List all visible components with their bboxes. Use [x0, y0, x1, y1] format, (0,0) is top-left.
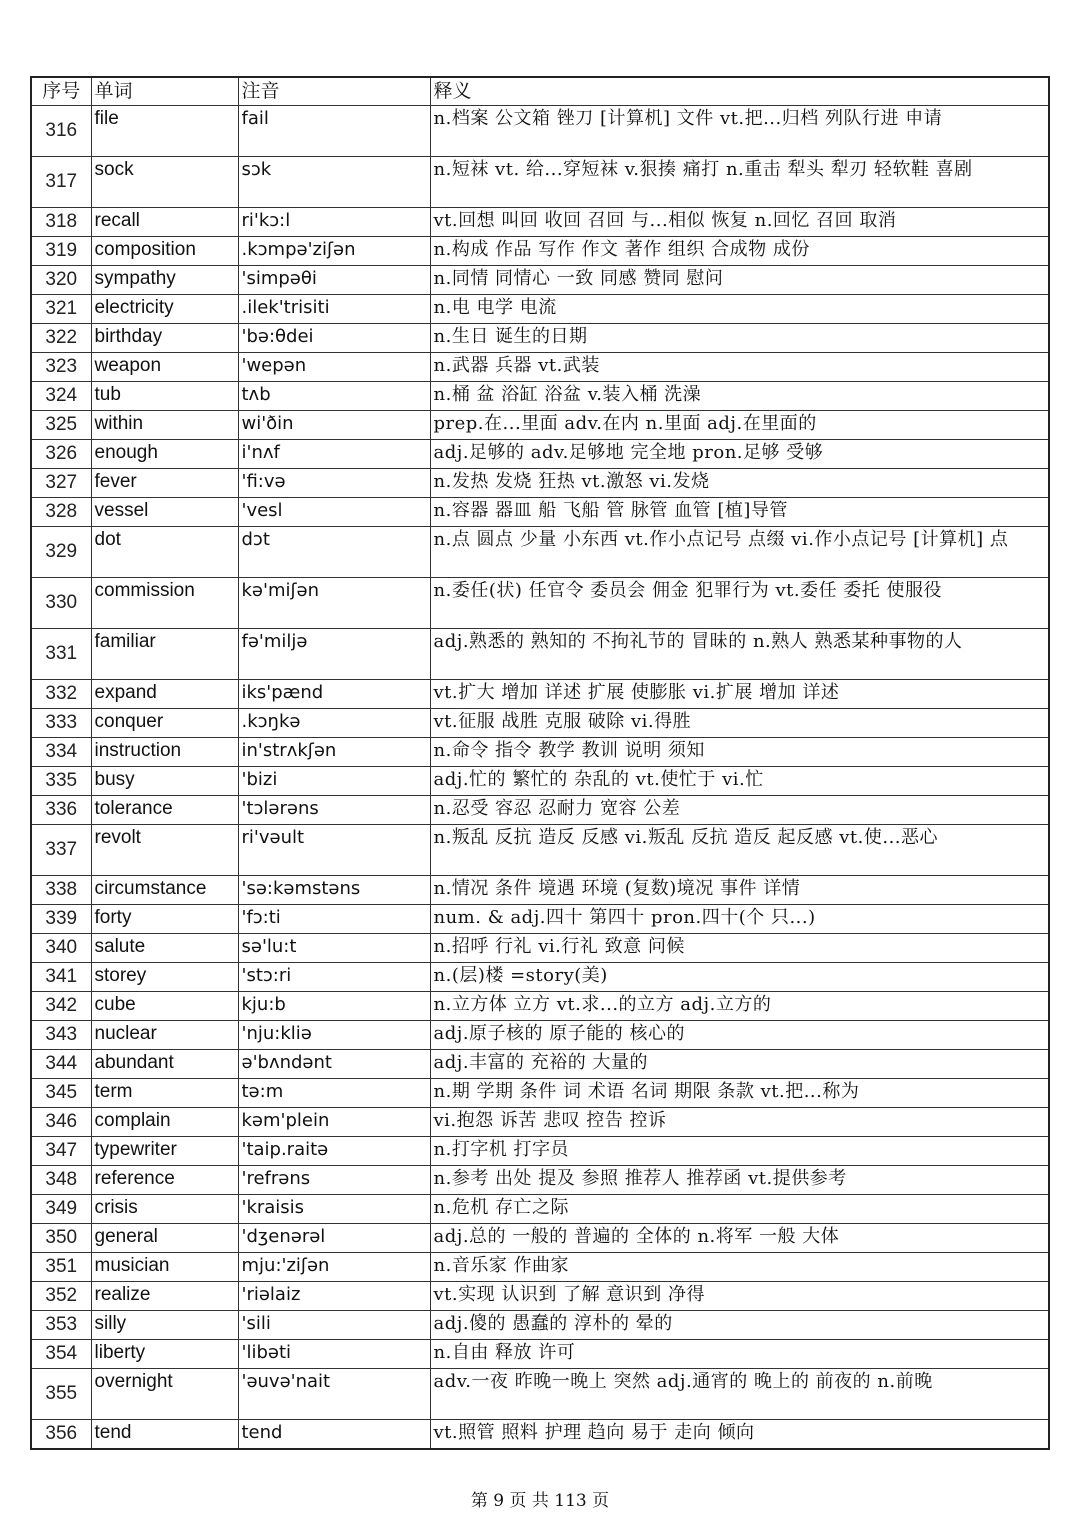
row-definition: n.(层)楼 =story(美) — [430, 963, 1049, 992]
row-number: 345 — [31, 1079, 91, 1108]
table-row — [31, 905, 1049, 934]
table-row — [31, 106, 1049, 157]
table-row — [31, 680, 1049, 709]
row-number: 330 — [31, 578, 91, 629]
table-row — [31, 1166, 1049, 1195]
table-row — [31, 934, 1049, 963]
row-word: vessel — [91, 498, 238, 527]
row-phonetic: 'əuvə'nait — [238, 1369, 430, 1420]
table-row — [31, 1050, 1049, 1079]
row-definition: vi.抱怨 诉苦 悲叹 控告 控诉 — [430, 1108, 1049, 1137]
row-phonetic: kju:b — [238, 992, 430, 1021]
row-word: expand — [91, 680, 238, 709]
row-phonetic: tend — [238, 1420, 430, 1450]
row-word: within — [91, 411, 238, 440]
row-word: complain — [91, 1108, 238, 1137]
row-phonetic: iks'pænd — [238, 680, 430, 709]
header-number: 序号 — [31, 77, 91, 106]
table-row — [31, 411, 1049, 440]
row-word: file — [91, 106, 238, 157]
table-row — [31, 1340, 1049, 1369]
row-number: 338 — [31, 876, 91, 905]
header-definition: 释义 — [430, 77, 1049, 106]
row-number: 318 — [31, 208, 91, 237]
row-definition: vt.照管 照料 护理 趋向 易于 走向 倾向 — [430, 1420, 1049, 1450]
row-phonetic: ri'kɔ:l — [238, 208, 430, 237]
row-number: 355 — [31, 1369, 91, 1420]
table-row — [31, 1311, 1049, 1340]
table-row — [31, 963, 1049, 992]
row-word: tolerance — [91, 796, 238, 825]
row-definition: n.档案 公文箱 锉刀 [计算机] 文件 vt.把...归档 列队行进 申请 — [430, 106, 1049, 157]
header-word: 单词 — [91, 77, 238, 106]
row-word: tub — [91, 382, 238, 411]
row-word: birthday — [91, 324, 238, 353]
row-number: 322 — [31, 324, 91, 353]
row-definition: adj.熟悉的 熟知的 不拘礼节的 冒昧的 n.熟人 熟悉某种事物的人 — [430, 629, 1049, 680]
row-word: crisis — [91, 1195, 238, 1224]
table-row — [31, 469, 1049, 498]
row-number: 326 — [31, 440, 91, 469]
row-phonetic: 'vesl — [238, 498, 430, 527]
row-definition: adj.原子核的 原子能的 核心的 — [430, 1021, 1049, 1050]
row-word: forty — [91, 905, 238, 934]
row-number: 331 — [31, 629, 91, 680]
table-row — [31, 440, 1049, 469]
row-phonetic: 'sə:kəmstəns — [238, 876, 430, 905]
row-phonetic: tʌb — [238, 382, 430, 411]
row-number: 343 — [31, 1021, 91, 1050]
row-definition: n.电 电学 电流 — [430, 295, 1049, 324]
table-row — [31, 353, 1049, 382]
row-number: 321 — [31, 295, 91, 324]
row-phonetic: in'strʌkʃən — [238, 738, 430, 767]
table-row — [31, 1021, 1049, 1050]
row-definition: n.忍受 容忍 忍耐力 宽容 公差 — [430, 796, 1049, 825]
row-number: 336 — [31, 796, 91, 825]
row-definition: n.容器 器皿 船 飞船 管 脉管 血管 [植]导管 — [430, 498, 1049, 527]
row-phonetic: 'riəlaiz — [238, 1282, 430, 1311]
row-word: electricity — [91, 295, 238, 324]
row-word: overnight — [91, 1369, 238, 1420]
row-number: 356 — [31, 1420, 91, 1450]
table-row — [31, 295, 1049, 324]
row-phonetic: mju:'ziʃən — [238, 1253, 430, 1282]
row-word: general — [91, 1224, 238, 1253]
row-number: 335 — [31, 767, 91, 796]
row-definition: n.生日 诞生的日期 — [430, 324, 1049, 353]
row-phonetic: dɔt — [238, 527, 430, 578]
row-definition: n.桶 盆 浴缸 浴盆 v.装入桶 洗澡 — [430, 382, 1049, 411]
row-word: term — [91, 1079, 238, 1108]
row-definition: n.危机 存亡之际 — [430, 1195, 1049, 1224]
row-definition: vt.实现 认识到 了解 意识到 净得 — [430, 1282, 1049, 1311]
table-body — [31, 106, 1049, 1450]
row-definition: n.音乐家 作曲家 — [430, 1253, 1049, 1282]
row-phonetic: i'nʌf — [238, 440, 430, 469]
row-definition: n.打字机 打字员 — [430, 1137, 1049, 1166]
row-definition: n.自由 释放 许可 — [430, 1340, 1049, 1369]
row-number: 339 — [31, 905, 91, 934]
row-definition: n.参考 出处 提及 参照 推荐人 推荐函 vt.提供参考 — [430, 1166, 1049, 1195]
row-word: salute — [91, 934, 238, 963]
row-definition: adj.总的 一般的 普遍的 全体的 n.将军 一般 大体 — [430, 1224, 1049, 1253]
row-phonetic: tə:m — [238, 1079, 430, 1108]
row-phonetic: 'dʒenərəl — [238, 1224, 430, 1253]
table-row — [31, 324, 1049, 353]
table-row — [31, 266, 1049, 295]
row-phonetic: 'wepən — [238, 353, 430, 382]
row-phonetic: 'libəti — [238, 1340, 430, 1369]
row-phonetic: kə'miʃən — [238, 578, 430, 629]
table-row — [31, 208, 1049, 237]
table-row — [31, 992, 1049, 1021]
row-word: circumstance — [91, 876, 238, 905]
row-number: 329 — [31, 527, 91, 578]
row-number: 351 — [31, 1253, 91, 1282]
row-number: 348 — [31, 1166, 91, 1195]
row-phonetic: fail — [238, 106, 430, 157]
table-row — [31, 796, 1049, 825]
row-definition: adj.傻的 愚蠢的 淳朴的 晕的 — [430, 1311, 1049, 1340]
row-number: 323 — [31, 353, 91, 382]
row-definition: n.点 圆点 少量 小东西 vt.作小点记号 点缀 vi.作小点记号 [计算机] 点 — [430, 527, 1049, 578]
row-number: 354 — [31, 1340, 91, 1369]
row-phonetic: 'taip.raitə — [238, 1137, 430, 1166]
row-phonetic: sə'lu:t — [238, 934, 430, 963]
row-number: 347 — [31, 1137, 91, 1166]
row-definition: n.发热 发烧 狂热 vt.激怒 vi.发烧 — [430, 469, 1049, 498]
table-row — [31, 1137, 1049, 1166]
table-row — [31, 767, 1049, 796]
table-row — [31, 1282, 1049, 1311]
row-word: enough — [91, 440, 238, 469]
row-number: 350 — [31, 1224, 91, 1253]
row-phonetic: 'tɔlərəns — [238, 796, 430, 825]
row-phonetic: 'fɔ:ti — [238, 905, 430, 934]
row-number: 317 — [31, 157, 91, 208]
row-definition: adj.足够的 adv.足够地 完全地 pron.足够 受够 — [430, 440, 1049, 469]
row-word: busy — [91, 767, 238, 796]
row-number: 328 — [31, 498, 91, 527]
row-word: fever — [91, 469, 238, 498]
table-row — [31, 1253, 1049, 1282]
row-phonetic: fə'miljə — [238, 629, 430, 680]
table-row — [31, 1420, 1049, 1450]
table-row — [31, 578, 1049, 629]
row-phonetic: 'sili — [238, 1311, 430, 1340]
row-phonetic: 'stɔ:ri — [238, 963, 430, 992]
table-row — [31, 1108, 1049, 1137]
row-word: weapon — [91, 353, 238, 382]
table-row — [31, 527, 1049, 578]
row-phonetic: sɔk — [238, 157, 430, 208]
row-word: tend — [91, 1420, 238, 1450]
row-phonetic: 'bə:θdei — [238, 324, 430, 353]
table-row — [31, 825, 1049, 876]
row-number: 316 — [31, 106, 91, 157]
row-phonetic: wi'ðin — [238, 411, 430, 440]
row-definition: n.立方体 立方 vt.求...的立方 adj.立方的 — [430, 992, 1049, 1021]
row-phonetic: ə'bʌndənt — [238, 1050, 430, 1079]
row-phonetic: 'bizi — [238, 767, 430, 796]
row-word: typewriter — [91, 1137, 238, 1166]
row-definition: n.招呼 行礼 vi.行礼 致意 问候 — [430, 934, 1049, 963]
table-row — [31, 157, 1049, 208]
row-definition: adv.一夜 昨晚一晚上 突然 adj.通宵的 晚上的 前夜的 n.前晚 — [430, 1369, 1049, 1420]
row-definition: n.委任(状) 任官令 委员会 佣金 犯罪行为 vt.委任 委托 使服役 — [430, 578, 1049, 629]
row-definition: vt.回想 叫回 收回 召回 与...相似 恢复 n.回忆 召回 取消 — [430, 208, 1049, 237]
row-word: conquer — [91, 709, 238, 738]
row-number: 344 — [31, 1050, 91, 1079]
table-row — [31, 1079, 1049, 1108]
row-word: revolt — [91, 825, 238, 876]
row-definition: vt.征服 战胜 克服 破除 vi.得胜 — [430, 709, 1049, 738]
row-definition: vt.扩大 增加 详述 扩展 使膨胀 vi.扩展 增加 详述 — [430, 680, 1049, 709]
table-row — [31, 876, 1049, 905]
row-number: 332 — [31, 680, 91, 709]
table-row — [31, 629, 1049, 680]
row-word: familiar — [91, 629, 238, 680]
row-word: nuclear — [91, 1021, 238, 1050]
row-phonetic: 'kraisis — [238, 1195, 430, 1224]
table-row — [31, 738, 1049, 767]
table-row — [31, 1369, 1049, 1420]
row-number: 319 — [31, 237, 91, 266]
row-word: recall — [91, 208, 238, 237]
row-number: 333 — [31, 709, 91, 738]
row-number: 327 — [31, 469, 91, 498]
row-definition: n.短袜 vt. 给...穿短袜 v.狠揍 痛打 n.重击 犁头 犁刃 轻软鞋 喜剧 — [430, 157, 1049, 208]
table-row — [31, 1224, 1049, 1253]
row-number: 352 — [31, 1282, 91, 1311]
row-number: 324 — [31, 382, 91, 411]
row-word: storey — [91, 963, 238, 992]
row-definition: n.构成 作品 写作 作文 著作 组织 合成物 成份 — [430, 237, 1049, 266]
row-word: reference — [91, 1166, 238, 1195]
row-number: 341 — [31, 963, 91, 992]
row-word: abundant — [91, 1050, 238, 1079]
row-number: 349 — [31, 1195, 91, 1224]
row-number: 340 — [31, 934, 91, 963]
row-number: 320 — [31, 266, 91, 295]
header-phonetic: 注音 — [238, 77, 430, 106]
page-footer: 第 9 页 共 113 页 — [470, 1491, 610, 1511]
row-definition: adj.丰富的 充裕的 大量的 — [430, 1050, 1049, 1079]
row-word: instruction — [91, 738, 238, 767]
row-word: dot — [91, 527, 238, 578]
table-row — [31, 709, 1049, 738]
row-phonetic: .kɔmpə'ziʃən — [238, 237, 430, 266]
row-word: cube — [91, 992, 238, 1021]
row-definition: n.武器 兵器 vt.武装 — [430, 353, 1049, 382]
row-phonetic: kəm'plein — [238, 1108, 430, 1137]
row-word: silly — [91, 1311, 238, 1340]
table-row — [31, 237, 1049, 266]
row-number: 337 — [31, 825, 91, 876]
row-definition: n.命令 指令 教学 教训 说明 须知 — [430, 738, 1049, 767]
row-number: 334 — [31, 738, 91, 767]
row-number: 346 — [31, 1108, 91, 1137]
row-word: realize — [91, 1282, 238, 1311]
row-definition: n.情况 条件 境遇 环境 (复数)境况 事件 详情 — [430, 876, 1049, 905]
row-definition: n.叛乱 反抗 造反 反感 vi.叛乱 反抗 造反 起反感 vt.使...恶心 — [430, 825, 1049, 876]
row-phonetic: 'simpəθi — [238, 266, 430, 295]
row-definition: prep.在...里面 adv.在内 n.里面 adj.在里面的 — [430, 411, 1049, 440]
table-header-row — [31, 77, 1049, 106]
row-definition: num. & adj.四十 第四十 pron.四十(个 只...) — [430, 905, 1049, 934]
vocabulary-table — [30, 76, 1050, 1450]
row-phonetic: 'fi:və — [238, 469, 430, 498]
row-number: 342 — [31, 992, 91, 1021]
row-phonetic: ri'vəult — [238, 825, 430, 876]
row-phonetic: .ilek'trisiti — [238, 295, 430, 324]
row-word: musician — [91, 1253, 238, 1282]
row-word: liberty — [91, 1340, 238, 1369]
row-word: composition — [91, 237, 238, 266]
row-phonetic: .kɔŋkə — [238, 709, 430, 738]
row-word: commission — [91, 578, 238, 629]
row-word: sympathy — [91, 266, 238, 295]
table-row — [31, 382, 1049, 411]
row-definition: n.期 学期 条件 词 术语 名词 期限 条款 vt.把...称为 — [430, 1079, 1049, 1108]
row-phonetic: 'refrəns — [238, 1166, 430, 1195]
row-number: 325 — [31, 411, 91, 440]
row-number: 353 — [31, 1311, 91, 1340]
row-word: sock — [91, 157, 238, 208]
row-definition: adj.忙的 繁忙的 杂乱的 vt.使忙于 vi.忙 — [430, 767, 1049, 796]
table-row — [31, 1195, 1049, 1224]
row-definition: n.同情 同情心 一致 同感 赞同 慰问 — [430, 266, 1049, 295]
row-phonetic: 'nju:kliə — [238, 1021, 430, 1050]
table-row — [31, 498, 1049, 527]
